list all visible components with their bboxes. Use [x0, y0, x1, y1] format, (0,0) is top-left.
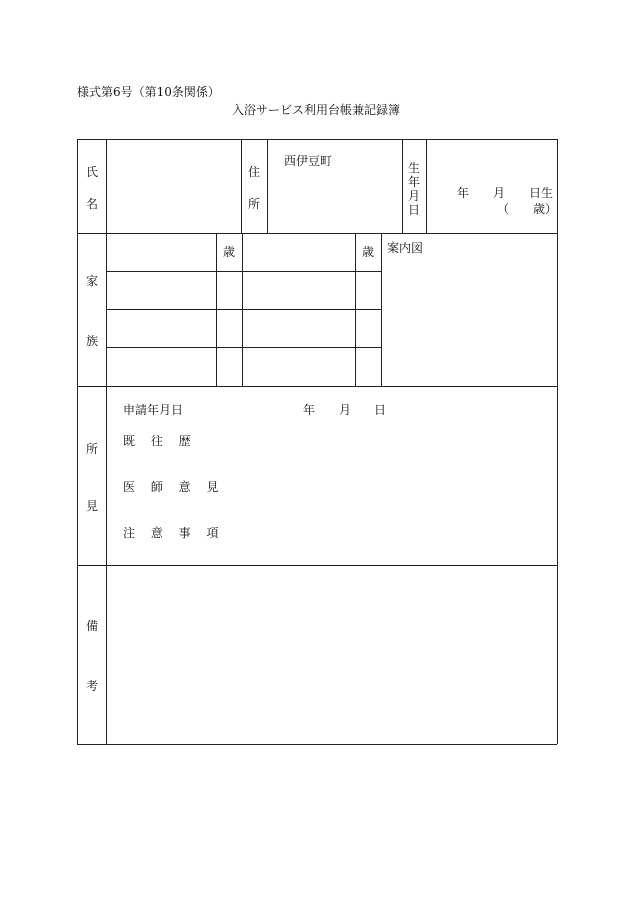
map-area[interactable] [382, 234, 556, 385]
form-number: 様式第6号（第10条関係） [77, 85, 220, 99]
findings-area[interactable] [107, 387, 556, 564]
family-age-unit: 歳 [362, 245, 375, 259]
application-date-year: 年 [303, 403, 316, 417]
address-label-top: 住 [248, 165, 261, 179]
remarks-label-bottom: 考 [86, 679, 99, 693]
address-value: 西伊豆町 [284, 154, 333, 168]
findings-label-bottom: 見 [86, 499, 99, 513]
birthdate-value: 年 月 日生 [457, 186, 554, 200]
address-label-bottom: 所 [248, 197, 261, 211]
name-field[interactable] [107, 140, 240, 232]
doctor-opinion-label: 医 師 意 見 [123, 480, 225, 494]
birthdate-label-char: 日 [407, 203, 420, 217]
address-field[interactable] [268, 140, 401, 232]
name-label-bottom: 名 [86, 197, 99, 211]
application-date-label: 申請年月日 [123, 403, 184, 417]
birthdate-label-char: 年 [407, 175, 420, 189]
family-age-unit: 歳 [223, 245, 236, 259]
map-label: 案内図 [387, 241, 424, 255]
medical-history-label: 既 往 歴 [123, 434, 197, 448]
family-label-bottom: 族 [86, 334, 99, 348]
application-date-month: 月 [339, 403, 352, 417]
name-label-top: 氏 [86, 165, 99, 179]
remarks-area[interactable] [107, 566, 556, 743]
birthdate-label-char: 月 [407, 189, 420, 203]
family-label-top: 家 [86, 274, 99, 288]
form-title: 入浴サービス利用台帳兼記録簿 [232, 103, 401, 117]
remarks-label-top: 備 [86, 619, 99, 633]
birthdate-field[interactable] [427, 140, 556, 232]
application-date-day: 日 [374, 403, 387, 417]
birthdate-label-char: 生 [407, 161, 420, 175]
findings-label-top: 所 [86, 442, 99, 456]
age-value: （ 歳） [497, 202, 558, 216]
birthdate-label [407, 162, 421, 216]
notes-label: 注 意 事 項 [123, 526, 225, 540]
